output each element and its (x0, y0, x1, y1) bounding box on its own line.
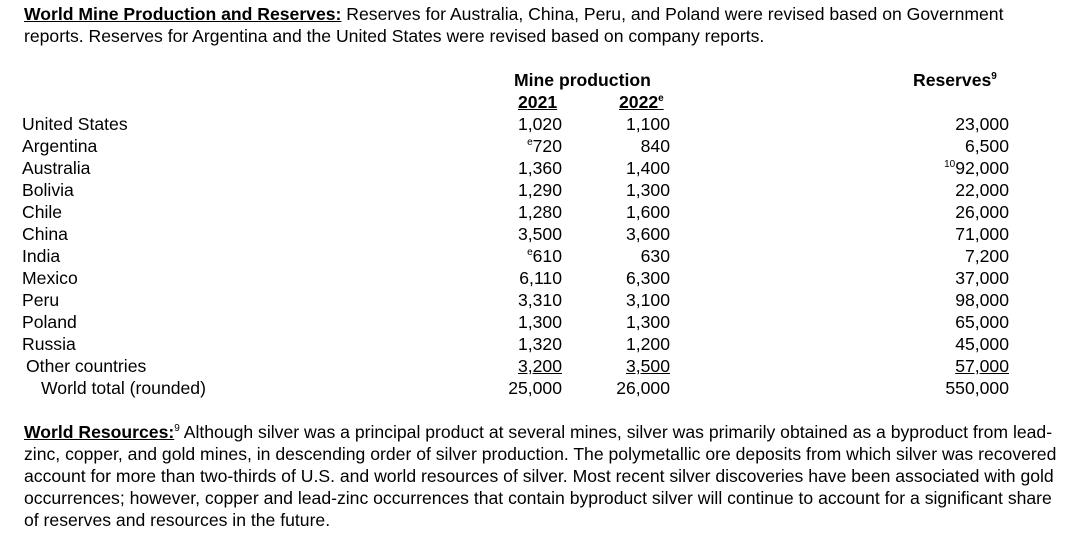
reserves-value (955, 201, 1009, 223)
intro-text: Reserves for Australia, China, Peru, and Poland were revised based on Government reports. Reserves for Argentina and the United States were revised based on company reports. (24, 4, 1004, 46)
resources-paragraph (24, 421, 1064, 531)
production-2021 (518, 157, 562, 179)
table-row (0, 355, 1082, 377)
table-row (0, 157, 1082, 179)
country-name: Argentina (22, 136, 98, 156)
table-row (0, 245, 1082, 267)
production-2021 (518, 333, 562, 355)
production-2021-value: 3,500 (517, 224, 562, 244)
production-2021 (527, 135, 562, 157)
production-2022: 1,100 (625, 114, 670, 134)
production-2022: 1,400 (625, 158, 670, 178)
header-year-2021: 2021 (518, 92, 558, 112)
country-name: Chile (22, 202, 63, 222)
production-2021-value: 3,200 (517, 356, 562, 376)
reserves-number: 23,000 (955, 114, 1009, 134)
production-2021 (518, 201, 562, 223)
production-2022: 3,100 (625, 290, 670, 310)
table-row (0, 333, 1082, 355)
reserves-number: 92,000 (955, 158, 1009, 178)
reserves-value (955, 223, 1009, 245)
reserves-footnote: 10 (944, 159, 956, 170)
reserves-number: 26,000 (955, 202, 1009, 222)
header-mine-production: Mine production (514, 70, 651, 90)
header-year-2022-label: 2022 (619, 92, 659, 112)
reserves-number: 7,200 (964, 246, 1009, 266)
production-2022: 3,600 (625, 224, 670, 244)
production-2022: 630 (640, 246, 670, 266)
production-2021 (518, 113, 562, 135)
production-2021-footnote: e (527, 247, 533, 258)
reserves-number: 6,500 (964, 136, 1009, 156)
production-2021 (518, 179, 562, 201)
table-row (0, 223, 1082, 245)
production-2021-value: 1,320 (517, 334, 562, 354)
country-name: Bolivia (22, 180, 74, 200)
intro-heading: World Mine Production and Reserves: (24, 4, 342, 24)
reserves-value (955, 267, 1009, 289)
country-name: Poland (22, 312, 77, 332)
country-name: Peru (22, 290, 60, 310)
production-2021 (518, 311, 562, 333)
production-2021-value: 610 (532, 246, 562, 266)
production-2021-value: 1,290 (517, 180, 562, 200)
country-name: India (22, 246, 61, 266)
header-reserves (913, 69, 997, 91)
production-2022: 6,300 (625, 268, 670, 288)
reserves-value (955, 311, 1009, 333)
header-reserves-footnote: 9 (991, 71, 997, 82)
reserves-value (955, 289, 1009, 311)
production-table (0, 113, 1082, 399)
reserves-value (955, 179, 1009, 201)
production-2022: 1,300 (625, 312, 670, 332)
production-2022: 26,000 (616, 378, 670, 398)
header-year-2022 (619, 91, 664, 113)
reserves-number: 98,000 (955, 290, 1009, 310)
reserves-number: 57,000 (955, 356, 1009, 376)
production-2022: 3,500 (625, 356, 670, 376)
production-2021-value: 1,360 (517, 158, 562, 178)
production-2021 (508, 377, 562, 399)
table-row (0, 135, 1082, 157)
reserves-number: 65,000 (955, 312, 1009, 332)
reserves-value (955, 333, 1009, 355)
table-row (0, 289, 1082, 311)
production-2021-value: 25,000 (508, 378, 562, 398)
production-2021 (518, 223, 562, 245)
reserves-value (944, 157, 1009, 179)
reserves-value (945, 377, 1009, 399)
production-2021 (518, 355, 562, 377)
reserves-number: 37,000 (955, 268, 1009, 288)
reserves-number: 71,000 (955, 224, 1009, 244)
country-name: Australia (22, 158, 91, 178)
reserves-value (955, 355, 1009, 377)
header-reserves-label: Reserves (913, 70, 992, 90)
production-2021-value: 6,110 (519, 268, 562, 288)
resources-text: Although silver was a principal product at several mines, silver was primarily obtained as a byproduct from lead-zinc, copper, and gold mines, in descending order of silver production. The polymetallic ore deposits from which silver was recovered account for more than two-thirds of U.S. and world resources of silver. Most recent silver discoveries have been associated with gold occurrences; however, copper and lead-zinc occurrences that contain byproduct silver will continue to account for a significant share of reserves and resources in the future. (24, 422, 1057, 530)
country-name: Mexico (22, 268, 78, 288)
table-row (0, 311, 1082, 333)
production-2021 (519, 267, 562, 289)
resources-heading: World Resources: (24, 422, 175, 442)
production-2021 (527, 245, 562, 267)
reserves-number: 45,000 (955, 334, 1009, 354)
table-row (0, 377, 1082, 399)
production-2022: 1,200 (625, 334, 670, 354)
country-name: Other countries (26, 356, 147, 376)
production-2021-footnote: e (527, 137, 533, 148)
reserves-number: 550,000 (945, 378, 1009, 398)
country-name: China (22, 224, 68, 244)
table-row (0, 201, 1082, 223)
reserves-number: 22,000 (955, 180, 1009, 200)
reserves-value (965, 135, 1009, 157)
table-row (0, 113, 1082, 135)
production-2022: 840 (640, 136, 670, 156)
resources-footnote: 9 (174, 423, 180, 434)
production-2021-value: 3,310 (517, 290, 562, 310)
header-year-2022-footnote: e (658, 93, 664, 104)
production-2022: 1,600 (625, 202, 670, 222)
intro-paragraph (24, 3, 1064, 47)
table-row (0, 267, 1082, 289)
production-2021-value: 720 (532, 136, 562, 156)
reserves-value (965, 245, 1009, 267)
reserves-value (955, 113, 1009, 135)
production-2021-value: 1,300 (517, 312, 562, 332)
production-2021-value: 1,020 (517, 114, 562, 134)
table-row (0, 179, 1082, 201)
country-name: United States (22, 114, 128, 134)
production-2021-value: 1,280 (517, 202, 562, 222)
production-2021 (518, 289, 562, 311)
production-2022: 1,300 (625, 180, 670, 200)
country-name: World total (rounded) (41, 378, 206, 398)
country-name: Russia (22, 334, 76, 354)
